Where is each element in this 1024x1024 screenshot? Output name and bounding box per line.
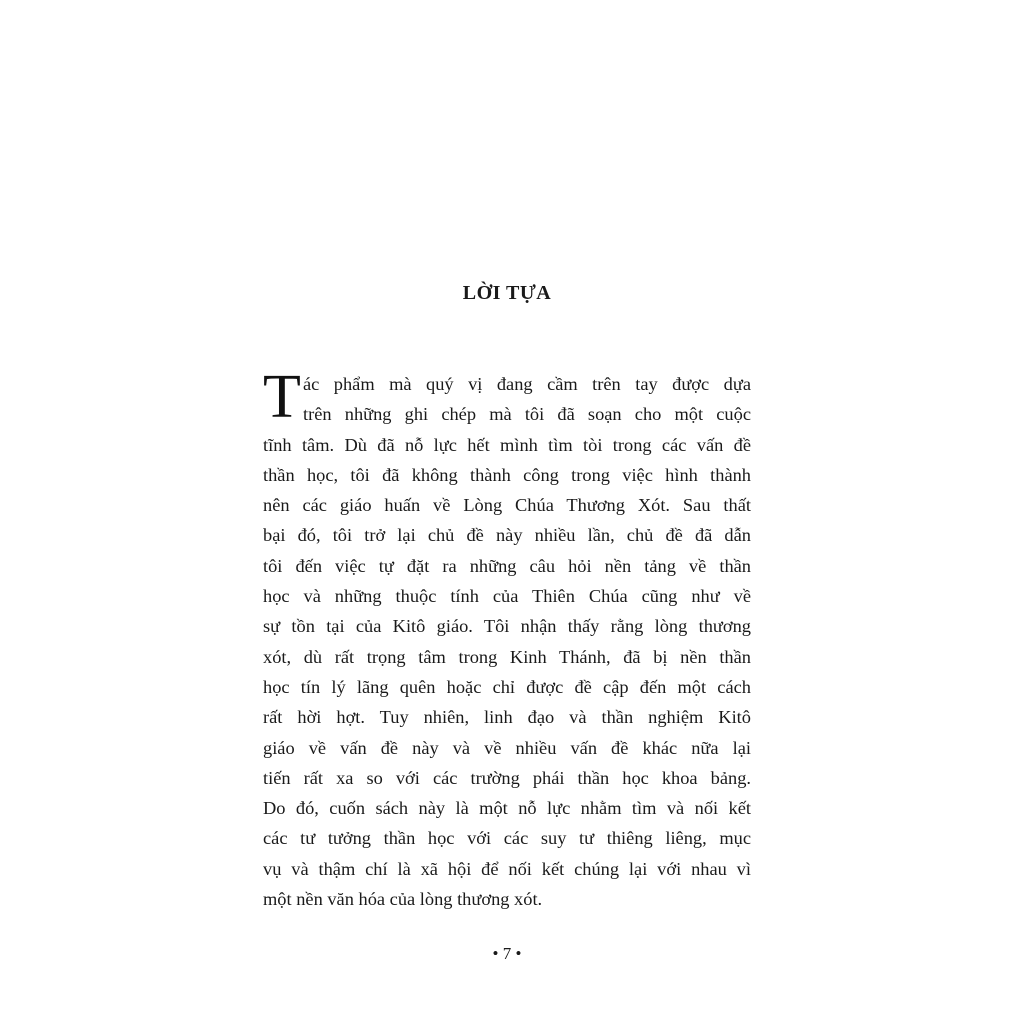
text-line: học tín lý lãng quên hoặc chỉ được đề cập đến một cách [263,676,751,697]
text-line: thần học, tôi đã không thành công trong việc hình thành [263,464,751,485]
text-line: các tư tưởng thần học với các suy tư thiêng liêng, mục [263,828,751,849]
text-line: nên các giáo huấn về Lòng Chúa Thương Xót. Sau thất [263,495,751,516]
text-line: rất hời hợt. Tuy nhiên, linh đạo và thần nghiệm Kitô [263,707,751,728]
text-line: tĩnh tâm. Dù đã nỗ lực hết mình tìm tòi trong các vấn đề [263,434,751,455]
text-line: giáo về vấn đề này và về nhiều vấn đề khác nữa lại [263,737,751,758]
chapter-title: LỜI TỰA [462,282,552,304]
text-line: vụ và thậm chí là xã hội để nối kết chúng lại với nhau vì [263,858,751,879]
drop-cap-letter: T [263,363,301,431]
text-line: xót, dù rất trọng tâm trong Kinh Thánh, đã bị nền thần [263,646,751,667]
text-line: tôi đến việc tự đặt ra những câu hỏi nền tảng về thần [263,555,751,576]
body-paragraph [263,369,751,914]
text-line: học và những thuộc tính của Thiên Chúa cũng như về [263,586,751,607]
text-line: trên những ghi chép mà tôi đã soạn cho một cuộc [303,404,751,425]
text-line: ác phẩm mà quý vị đang cầm trên tay được dựa [303,374,751,394]
text-line: bại đó, tôi trở lại chủ đề này nhiều lần, chủ đề đã dẫn [263,525,751,546]
text-line: sự tồn tại của Kitô giáo. Tôi nhận thấy rằng lòng thương [263,616,751,637]
page-number: • 7 • [492,944,522,963]
text-line: Do đó, cuốn sách này là một nỗ lực nhằm tìm và nối kết [263,798,751,819]
text-line: một nền văn hóa của lòng thương xót. [263,889,543,910]
text-line: tiến rất xa so với các trường phái thần học khoa bảng. [263,767,751,788]
